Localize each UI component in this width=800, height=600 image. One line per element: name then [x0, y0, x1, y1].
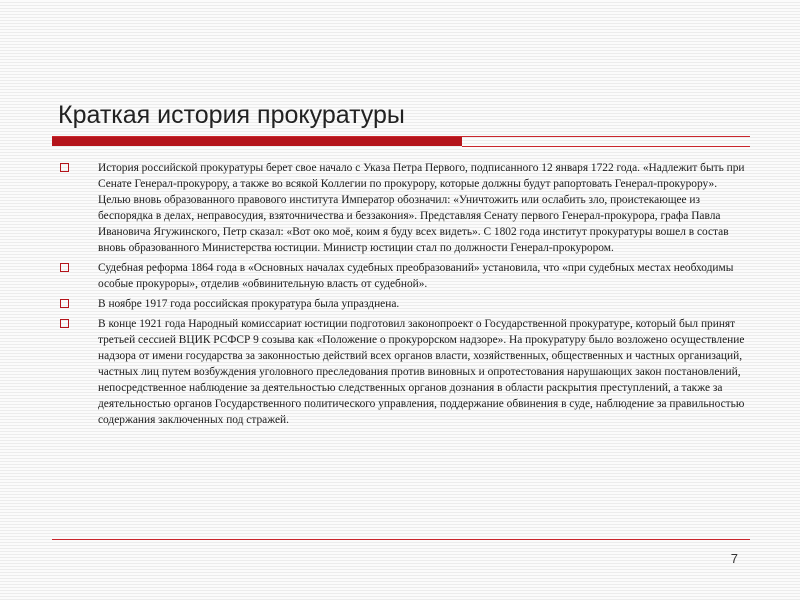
page-number: 7	[730, 551, 738, 566]
title-accent-bar	[52, 137, 462, 146]
title-divider-line-lower	[462, 146, 750, 147]
footer-divider-line	[52, 539, 750, 540]
bullet-item-judicial-reform	[60, 260, 750, 292]
slide-title: Краткая история прокуратуры	[58, 101, 405, 129]
bullet-text: Судебная реформа 1864 года в «Основных началах судебных преобразований» установила, что «при судебных местах необходимы особые прокуроры», отделив «обвинительную власть от судебной».	[98, 262, 734, 290]
square-bullet-icon	[60, 319, 69, 328]
bullet-text: В конце 1921 года Народный комиссариат юстиции подготовил законопроект о Государственной прокуратуре, который был принят третьей сессией ВЦИК РСФСР 9 созыва как «Положение о прокурорском надзоре». На прокуратуру было возложено осуществление надзора от имени государства за законностью действий всех органов власти, хозяйственных, общественных и частных организаций, частных лиц путем возбуждения уголовного преследования против виновных и опротестования нарушающих закон постановлений, непосредственное наблюдение за деятельностью следственных органов дознания в области раскрытия преступлений, а также за деятельностью органов Государственного политического управления, поддержание обвинения в суде, наблюдение за правильностью содержания заключенных под стражей.	[98, 318, 745, 426]
bullet-text: В ноябре 1917 года российская прокуратура была упразднена.	[98, 298, 400, 310]
bullet-item-abolition-1917	[60, 296, 750, 312]
square-bullet-icon	[60, 163, 69, 172]
bullet-item-regulation-1921	[60, 316, 750, 428]
bullet-text: История российской прокуратуры берет свое начало с Указа Петра Первого, подписанного 12 января 1722 года. «Надлежит быть при Сенате Генерал-прокурору, а также во всякой Коллегии по прокурору, которые должны будут рапортовать Генерал-прокурору». Целью вновь образованного правового института Император обозначил: «Уничтожить или ослабить зло, проистекающее из беспорядка в делах, неправосудия, взяточничества и беззакония». Представляя Сенату первого Генерал-прокурора, графа Павла Ивановича Ягужинского, Петр сказал: «Вот око моё, коим я буду всех видеть». С 1802 года институт прокуратуры вошел в состав вновь образованного Министерства юстиции. Министр юстиции стал по должности Генерал-прокурором.	[98, 162, 745, 254]
square-bullet-icon	[60, 299, 69, 308]
square-bullet-icon	[60, 263, 69, 272]
bullet-item-peter-decree	[60, 160, 750, 256]
slide-body	[60, 160, 750, 432]
